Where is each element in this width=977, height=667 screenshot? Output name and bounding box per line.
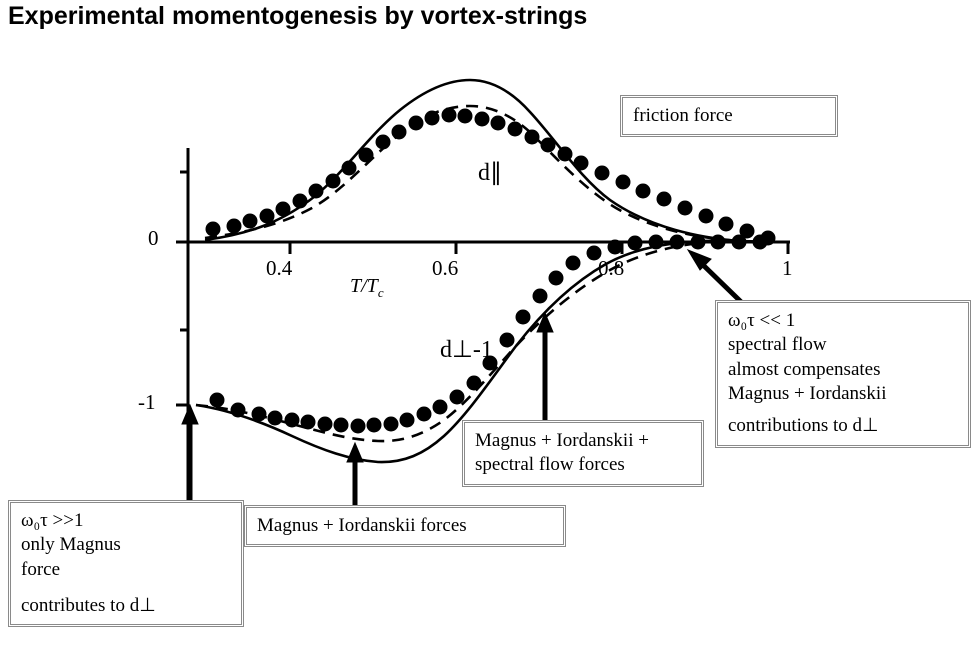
y-tick-label-0: 0	[148, 226, 159, 250]
callout-friction-force: friction force	[620, 95, 838, 137]
callout-magnus-strong: ω₀τ >>1 only Magnus force contributes to d⊥	[8, 500, 244, 627]
curve-label-d-perp: d⊥-1	[440, 337, 493, 363]
page-title: Experimental momentogenesis by vortex-strings	[8, 2, 588, 30]
callout-magnus-iordanskii: Magnus + Iordanskii forces	[244, 505, 566, 547]
x-axis-label: $T/T_c$	[350, 275, 384, 300]
x-tick-label-0-4: 0.4	[266, 256, 293, 280]
x-tick-label-0-6: 0.6	[432, 256, 459, 280]
curve-label-d-parallel: d∥	[478, 160, 502, 186]
d-perp-data-points	[210, 235, 768, 434]
x-tick-label-1: 1	[782, 256, 793, 280]
x-tick-label-0-8: 0.8	[598, 256, 625, 280]
callout-magnus-iordanskii-spectral: Magnus + Iordanskii + spectral flow forces	[462, 420, 704, 487]
y-tick-label-minus1: -1	[138, 390, 156, 414]
callout-spectral-compensate: ω₀τ << 1 spectral flow almost compensates Magnus + Iordanskii contributions to d⊥	[715, 300, 971, 448]
